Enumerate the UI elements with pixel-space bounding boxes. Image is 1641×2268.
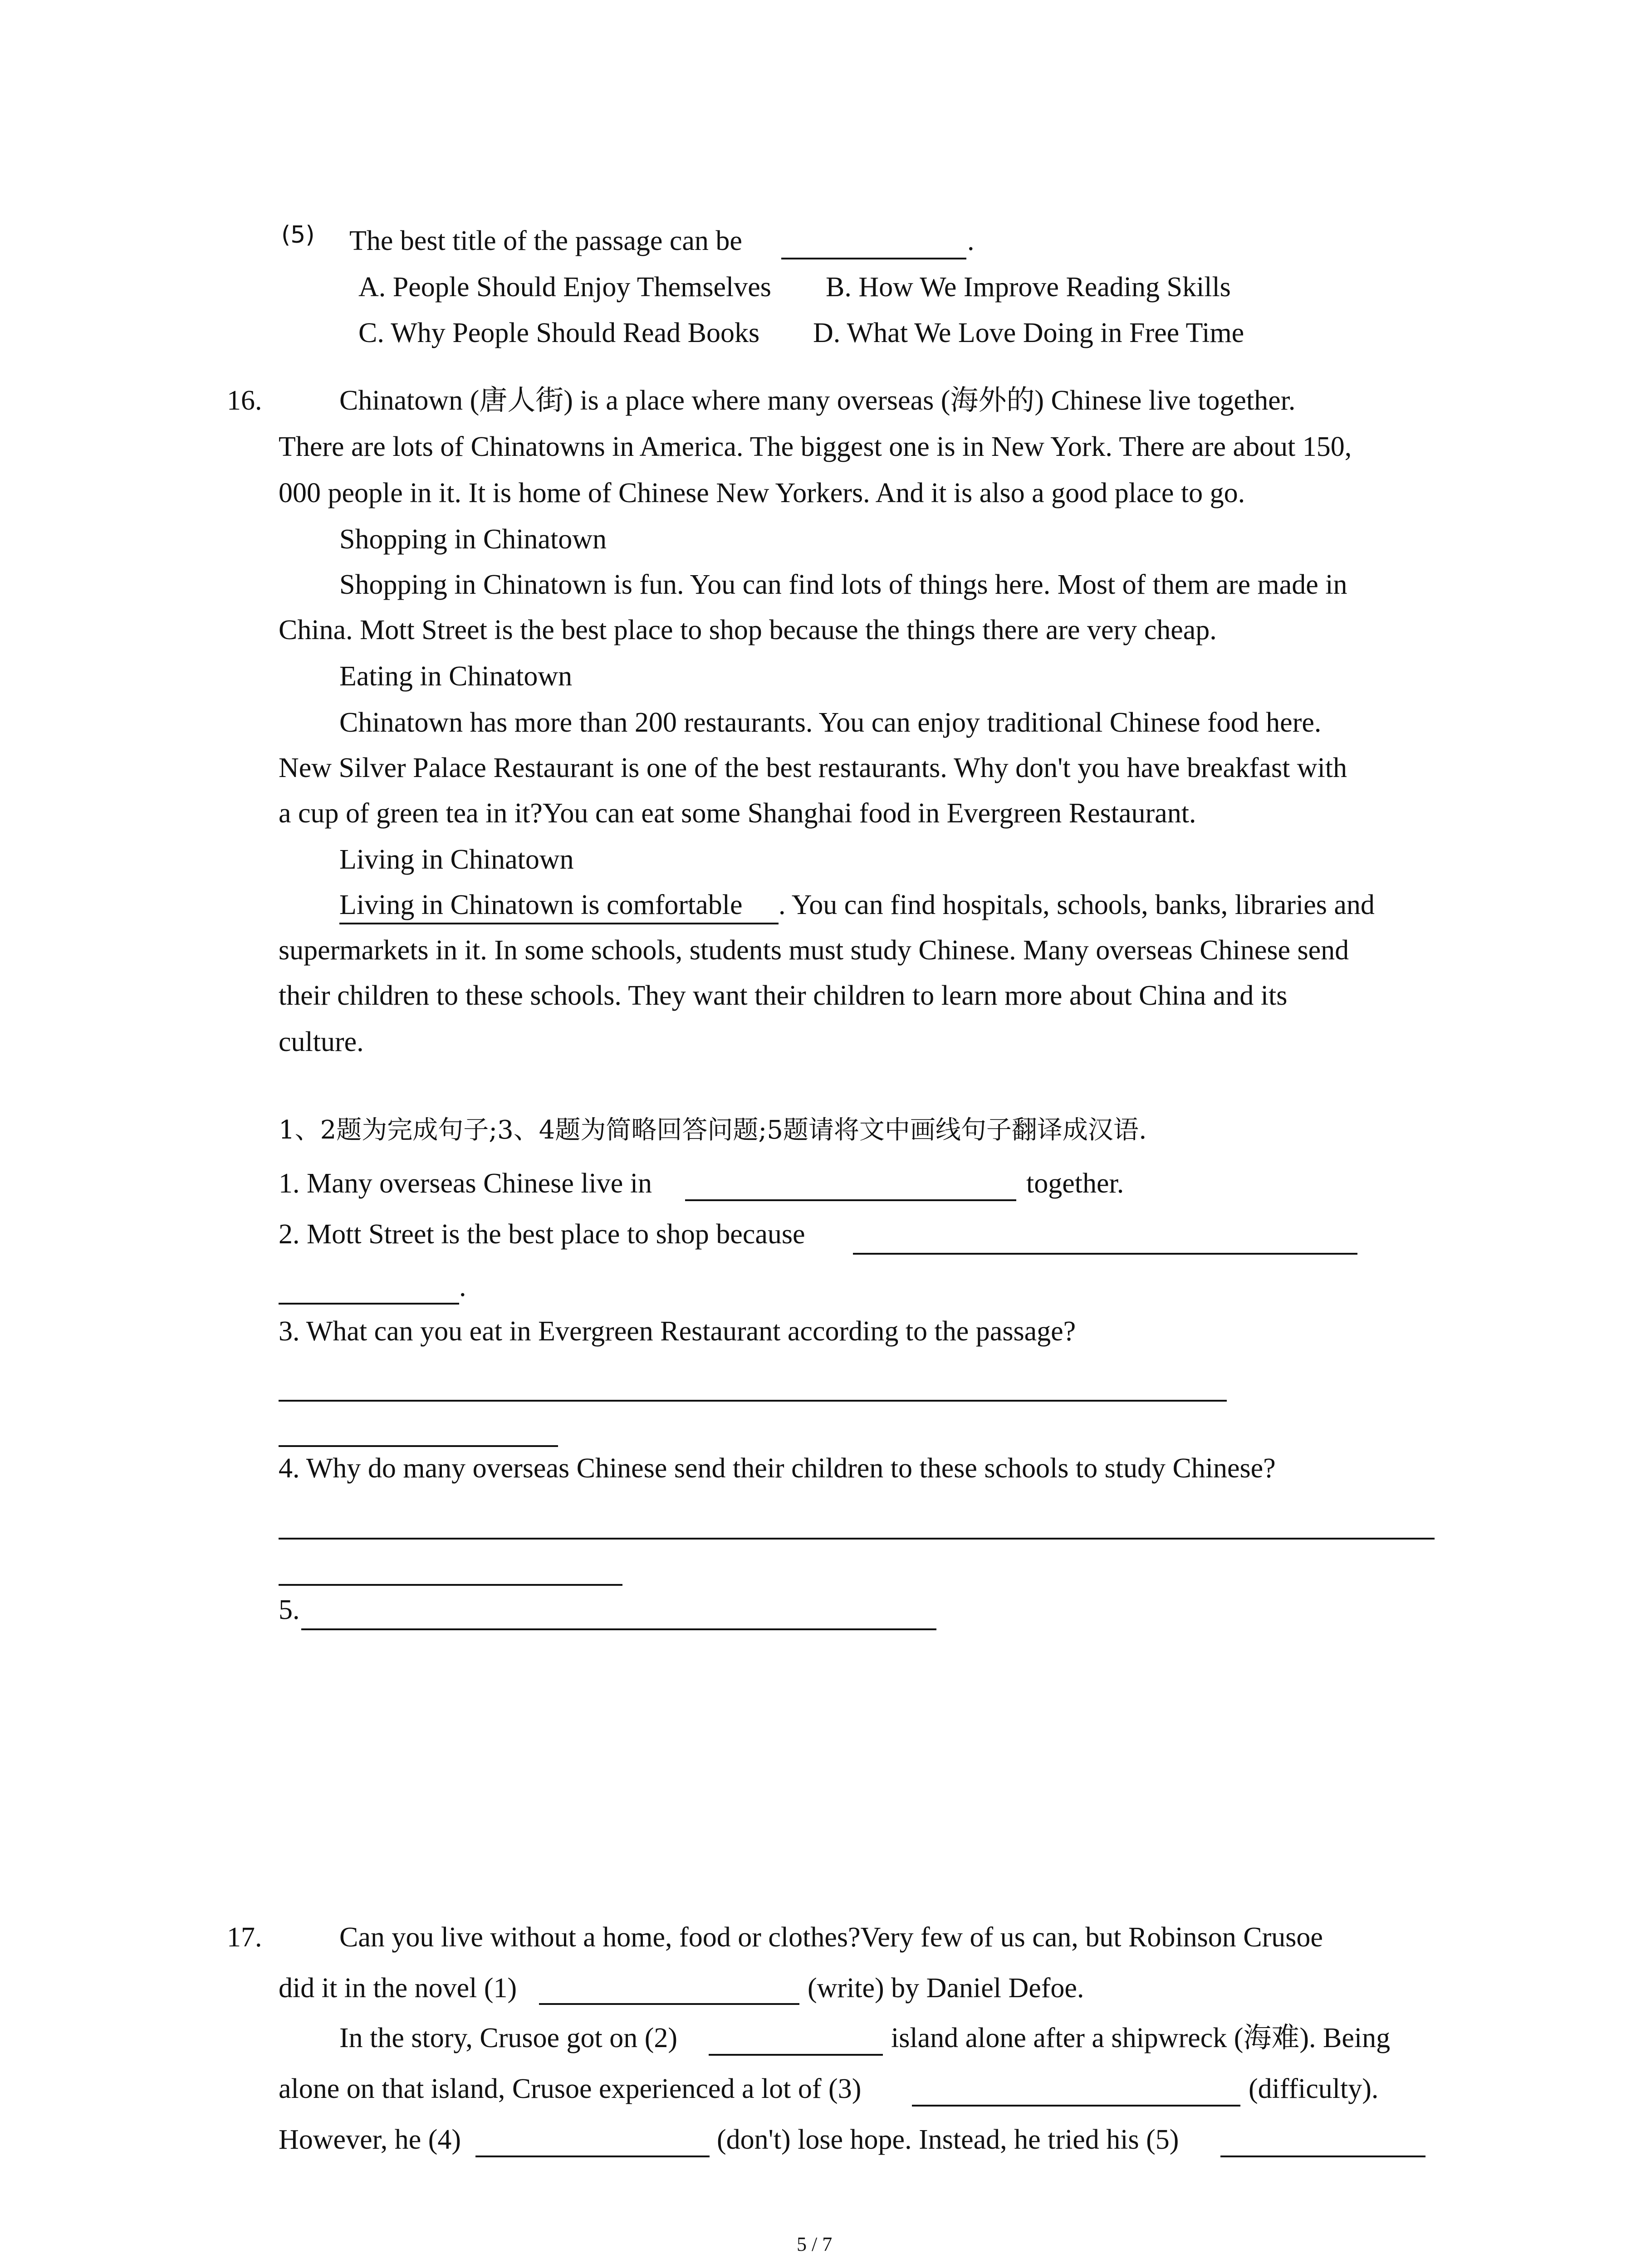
instruction: 1、2题为完成句子;3、4题为简略回答问题;5题请将文中画线句子翻译成汉语. xyxy=(279,1115,1147,1145)
answer-line-4a[interactable] xyxy=(279,1538,1435,1540)
sub-question-1: 1. Many overseas Chinese live in xyxy=(279,1168,652,1199)
passage-line: supermarkets in it. In some schools, students must study Chinese. Many overseas Chinese send xyxy=(279,935,1349,966)
answer-blank-17-5[interactable] xyxy=(1220,2156,1425,2157)
answer-line-3a[interactable] xyxy=(279,1400,1227,1402)
option-c: C. Why People Should Read Books xyxy=(358,318,760,348)
period: . xyxy=(967,225,975,256)
answer-line-3b[interactable] xyxy=(279,1445,558,1447)
passage-line: However, he (4) xyxy=(279,2124,461,2155)
passage-line: There are lots of Chinatowns in America. The biggest one is in New York. There are about 150, xyxy=(279,431,1352,462)
passage-line: their children to these schools. They want their children to learn more about China and its xyxy=(279,980,1288,1011)
option-a: A. People Should Enjoy Themselves xyxy=(358,272,771,303)
passage-line: (write) by Daniel Defoe. xyxy=(808,1973,1084,2004)
passage-line: Shopping in Chinatown is fun. You can find lots of things here. Most of them are made in xyxy=(339,569,1347,600)
question-stem: The best title of the passage can be xyxy=(349,225,742,256)
passage-line: 000 people in it. It is home of Chinese New Yorkers. And it is also a good place to go. xyxy=(279,478,1245,508)
answer-blank-17-1[interactable] xyxy=(539,2003,799,2005)
answer-line-5[interactable] xyxy=(301,1628,936,1630)
answer-blank-1[interactable] xyxy=(685,1199,1016,1201)
passage-line: (don't) lose hope. Instead, he tried his (5) xyxy=(717,2124,1179,2155)
sub-question-1-end: together. xyxy=(1026,1168,1124,1199)
answer-blank-2-cont[interactable] xyxy=(279,1303,459,1305)
section-heading: Living in Chinatown xyxy=(339,844,574,875)
sentence-underline xyxy=(339,923,779,924)
answer-blank[interactable] xyxy=(781,258,966,259)
passage-line: island alone after a shipwreck (海难). Being xyxy=(891,2023,1391,2053)
passage-line: Chinatown (唐人街) is a place where many overseas (海外的) Chinese live together. xyxy=(339,385,1296,416)
sub-question-5: 5. xyxy=(279,1594,300,1625)
passage-line: a cup of green tea in it?You can eat some Shanghai food in Evergreen Restaurant. xyxy=(279,798,1196,829)
question-number: (5) xyxy=(281,221,315,249)
sub-question-4: 4. Why do many overseas Chinese send their children to these schools to study Chinese? xyxy=(279,1453,1276,1484)
sub-question-2: 2. Mott Street is the best place to shop because xyxy=(279,1219,805,1250)
section-heading: Shopping in Chinatown xyxy=(339,524,607,555)
answer-blank-2[interactable] xyxy=(853,1253,1357,1255)
passage-line: In the story, Crusoe got on (2) xyxy=(339,2023,678,2053)
passage-line: alone on that island, Crusoe experienced a lot of (3) xyxy=(279,2073,862,2104)
answer-blank-17-3[interactable] xyxy=(912,2105,1240,2107)
passage-line: Chinatown has more than 200 restaurants. You can enjoy traditional Chinese food here. xyxy=(339,707,1322,738)
passage-line: New Silver Palace Restaurant is one of the best restaurants. Why don't you have breakfast with xyxy=(279,753,1347,783)
passage-line: culture. xyxy=(279,1026,364,1057)
answer-line-4b[interactable] xyxy=(279,1584,622,1586)
period: . xyxy=(459,1271,466,1302)
question-number: 17. xyxy=(227,1922,262,1953)
section-heading: Eating in Chinatown xyxy=(339,661,573,692)
answer-blank-17-4[interactable] xyxy=(475,2156,710,2157)
passage-line: did it in the novel (1) xyxy=(279,1973,517,2004)
passage-line: (difficulty). xyxy=(1249,2073,1379,2104)
passage-line: China. Mott Street is the best place to shop because the things there are very cheap. xyxy=(279,615,1217,645)
answer-blank-17-2[interactable] xyxy=(709,2054,883,2056)
passage-line: . You can find hospitals, schools, banks, libraries and xyxy=(779,890,1375,920)
question-number: 16. xyxy=(227,385,262,416)
page-number: 5 / 7 xyxy=(797,2233,833,2255)
underlined-sentence: Living in Chinatown is comfortable xyxy=(339,890,743,920)
passage-line: Can you live without a home, food or clothes?Very few of us can, but Robinson Crusoe xyxy=(339,1922,1323,1953)
sub-question-3: 3. What can you eat in Evergreen Restaurant according to the passage? xyxy=(279,1316,1076,1347)
option-d: D. What We Love Doing in Free Time xyxy=(813,318,1244,348)
option-b: B. How We Improve Reading Skills xyxy=(826,272,1231,303)
